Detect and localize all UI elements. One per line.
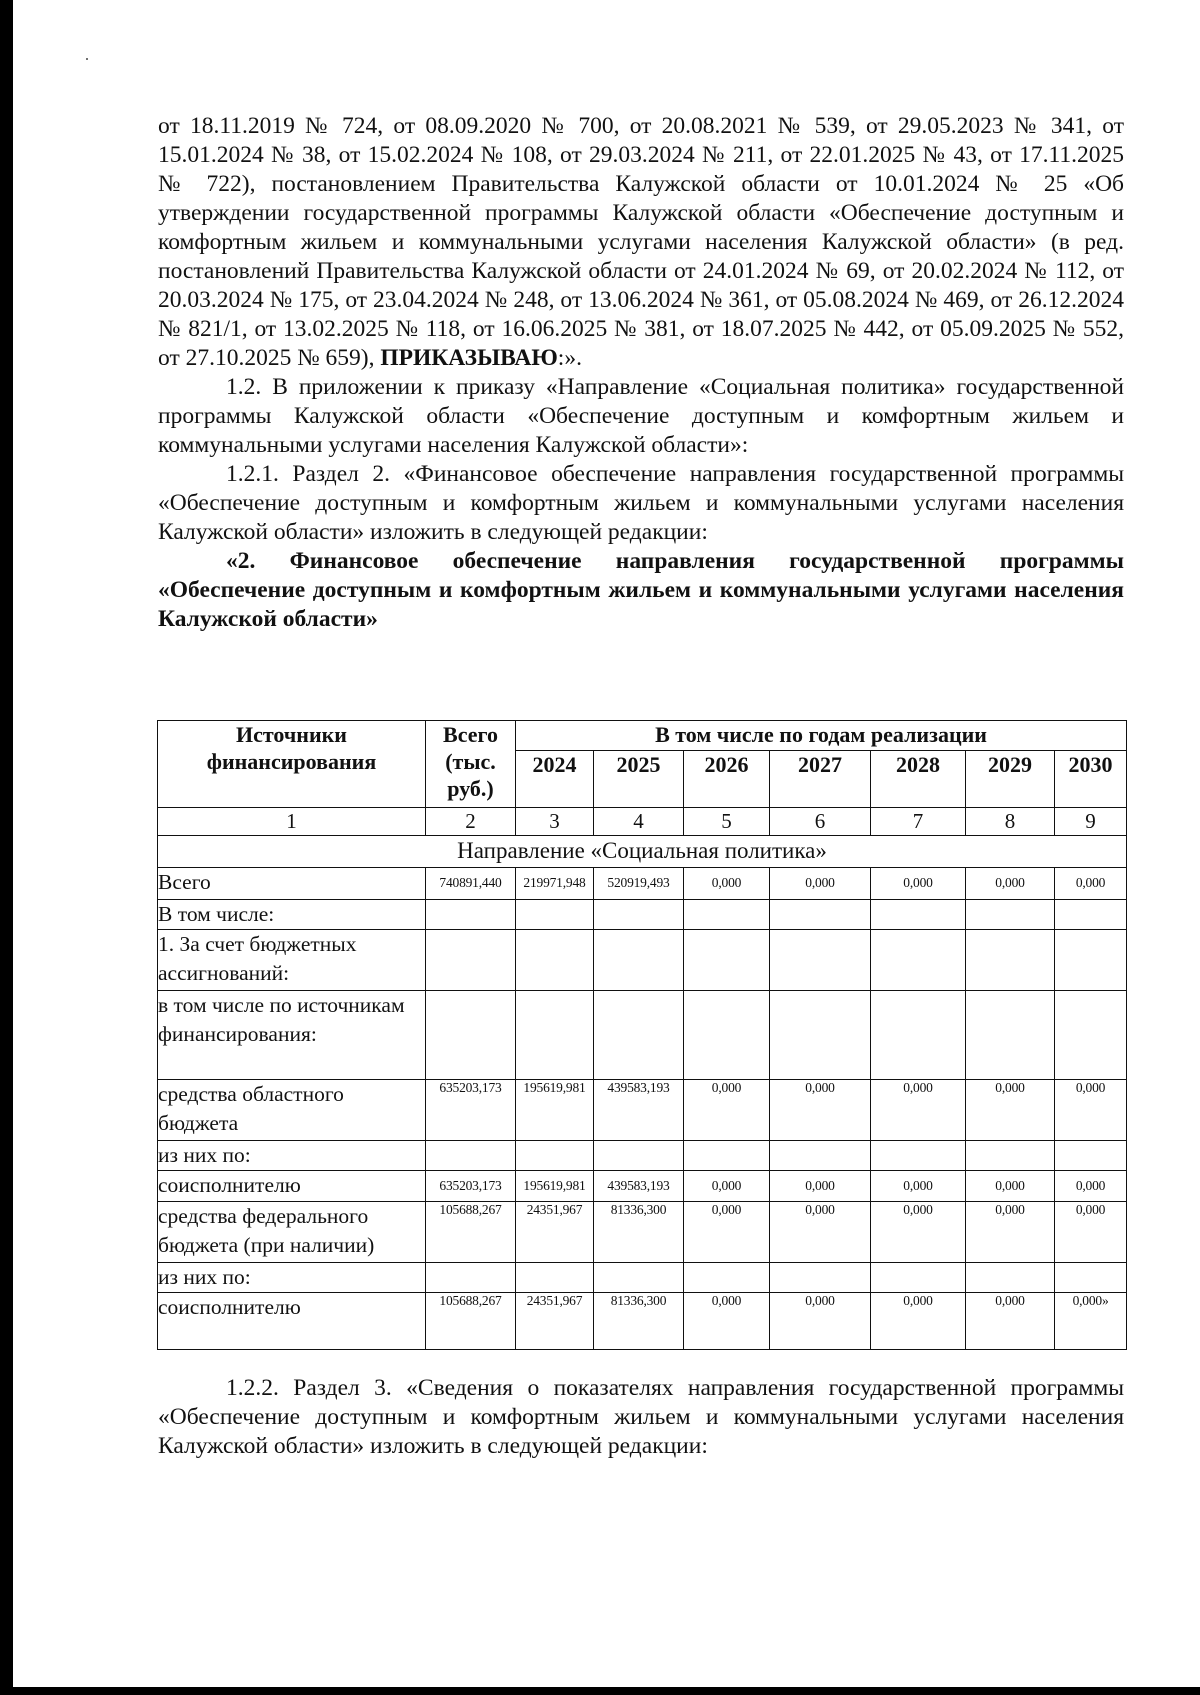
cell-value (426, 929, 516, 990)
cell-value (516, 1262, 594, 1292)
outro-text (158, 1374, 1124, 1461)
cell-value: 219971,948 (516, 868, 594, 899)
cell-value (684, 1262, 770, 1292)
cell-value (594, 1140, 684, 1170)
header-year: 2028 (871, 751, 966, 808)
cell-value (770, 1140, 871, 1170)
cell-value: 24351,967 (516, 1293, 594, 1350)
cell-value: 635203,173 (426, 1080, 516, 1141)
cell-value: 0,000 (1055, 1201, 1127, 1262)
cell-value (684, 990, 770, 1079)
row-label: соисполнителю (158, 1293, 426, 1350)
cell-value: 0,000 (966, 1201, 1055, 1262)
cell-value: 740891,440 (426, 868, 516, 899)
table-row (158, 1293, 1127, 1350)
cell-value (871, 929, 966, 990)
cell-value (426, 899, 516, 929)
row-label: В том числе: (158, 899, 426, 929)
cell-value: 0,000 (770, 1293, 871, 1350)
cell-value (966, 899, 1055, 929)
row-label: соисполнителю (158, 1171, 426, 1201)
row-label: средства областного бюджета (158, 1080, 426, 1141)
cell-value: 0,000 (684, 868, 770, 899)
table-row (158, 1171, 1127, 1201)
intro-text (158, 112, 1124, 634)
cell-value: 0,000» (1055, 1293, 1127, 1350)
cell-value (966, 990, 1055, 1079)
cell-value: 0,000 (871, 1201, 966, 1262)
row-label: Всего (158, 868, 426, 899)
cell-value (770, 899, 871, 929)
table-row (158, 1262, 1127, 1292)
cell-value: 24351,967 (516, 1201, 594, 1262)
scan-speck (86, 58, 88, 60)
cell-value: 520919,493 (594, 868, 684, 899)
section-title: Направление «Социальная политика» (158, 835, 1127, 867)
paragraph-legal-references: от 18.11.2019 № 724, от 08.09.2020 № 700, от 20.08.2021 № 539, от 29.05.2023 № 341, от 15.01.2024 № 38, от 15.02.2024 № 108, от 29.03.2024 № 211, от 22.01.2025 № 43, от 17.11.2025 № 722), постановлением Правительства Калужской области от 10.01.2024 № 25 «Об утверждении государственной программы Калужской области «Обеспечение доступным и комфортным жильем и коммунальными услугами населения Калужской области» (в ред. постановлений Правительства Калужской области от 24.01.2024 № 69, от 20.02.2024 № 112, от 20.03.2024 № 175, от 23.04.2024 № 248, от 13.06.2024 № 361, от 05.08.2024 № 469, от 26.12.2024 № 821/1, от 13.02.2025 № 118, от 16.06.2025 № 381, от 18.07.2025 № 442, от 05.09.2025 № 552, от 27.10.2025 № 659), ПРИКАЗЫВАЮ:». (158, 113, 1124, 371)
table-row (158, 1140, 1127, 1170)
cell-value: 0,000 (684, 1293, 770, 1350)
cell-value (594, 990, 684, 1079)
cell-value: 0,000 (966, 868, 1055, 899)
cell-value: 105688,267 (426, 1293, 516, 1350)
cell-value (1055, 1140, 1127, 1170)
column-index: 9 (1055, 808, 1127, 835)
order-tail: :». (557, 345, 582, 371)
table-row (158, 899, 1127, 929)
header-total: Всего (тыс. руб.) (426, 721, 516, 808)
cell-value (871, 1262, 966, 1292)
cell-value: 0,000 (966, 1080, 1055, 1141)
column-index: 4 (594, 808, 684, 835)
column-index: 7 (871, 808, 966, 835)
cell-value (1055, 899, 1127, 929)
header-year: 2029 (966, 751, 1055, 808)
order-word: ПРИКАЗЫВАЮ (380, 345, 558, 371)
cell-value (871, 1140, 966, 1170)
cell-value: 439583,193 (594, 1080, 684, 1141)
cell-value (1055, 990, 1127, 1079)
cell-value: 0,000 (770, 1080, 871, 1141)
header-year: 2027 (770, 751, 871, 808)
column-index: 6 (770, 808, 871, 835)
table-section-row (158, 835, 1127, 867)
cell-value (1055, 1262, 1127, 1292)
cell-value: 105688,267 (426, 1201, 516, 1262)
cell-value: 0,000 (1055, 868, 1127, 899)
cell-value (871, 899, 966, 929)
scan-bottom-border (0, 1687, 1200, 1695)
table-row (158, 1201, 1127, 1262)
cell-value: 0,000 (770, 1201, 871, 1262)
paragraph-1-2-2: 1.2.2. Раздел 3. «Сведения о показателях направления государственной программы «Обеспечение доступным и комфортным жильем и коммунальными услугами населения Калужской области» изложить в следующей редакции: (158, 1375, 1124, 1459)
cell-value (966, 1262, 1055, 1292)
table-header-row (158, 721, 1127, 751)
paragraph-1-2: 1.2. В приложении к приказу «Направление «Социальная политика» государственной программы Калужской области «Обеспечение доступным и комфортным жильем и коммунальными услугами населения Калужской области»: (158, 374, 1124, 458)
cell-value: 0,000 (966, 1171, 1055, 1201)
table-row (158, 1080, 1127, 1141)
row-label: из них по: (158, 1140, 426, 1170)
column-index: 5 (684, 808, 770, 835)
paragraph-1-2-1: 1.2.1. Раздел 2. «Финансовое обеспечение направления государственной программы «Обеспечение доступным и комфортным жильем и коммунальными услугами населения Калужской области» изложить в следующей редакции: (158, 461, 1124, 545)
row-label: 1. За счет бюджетных ассигнований: (158, 929, 426, 990)
header-source: Источники финансирования (158, 721, 426, 808)
cell-value: 0,000 (871, 1171, 966, 1201)
cell-value (770, 929, 871, 990)
cell-value: 0,000 (1055, 1080, 1127, 1141)
header-years-group: В том числе по годам реализации (516, 721, 1127, 751)
cell-value: 195619,981 (516, 1080, 594, 1141)
cell-value: 0,000 (770, 1171, 871, 1201)
row-label: средства федерального бюджета (при наличии) (158, 1201, 426, 1262)
cell-value: 81336,300 (594, 1293, 684, 1350)
cell-value: 81336,300 (594, 1201, 684, 1262)
cell-value (516, 1140, 594, 1170)
cell-value (684, 929, 770, 990)
header-year: 2030 (1055, 751, 1127, 808)
table-row (158, 990, 1127, 1079)
cell-value (966, 1140, 1055, 1170)
header-year: 2026 (684, 751, 770, 808)
table-row (158, 868, 1127, 899)
cell-value (684, 1140, 770, 1170)
cell-value (1055, 929, 1127, 990)
cell-value: 0,000 (871, 1080, 966, 1141)
table-row (158, 929, 1127, 990)
cell-value (516, 990, 594, 1079)
cell-value: 0,000 (966, 1293, 1055, 1350)
row-label: из них по: (158, 1262, 426, 1292)
column-index: 8 (966, 808, 1055, 835)
cell-value (770, 990, 871, 1079)
column-index: 3 (516, 808, 594, 835)
cell-value: 0,000 (1055, 1171, 1127, 1201)
cell-value (594, 929, 684, 990)
cell-value (426, 1262, 516, 1292)
cell-value (966, 929, 1055, 990)
header-year: 2025 (594, 751, 684, 808)
column-index: 1 (158, 808, 426, 835)
cell-value: 0,000 (871, 868, 966, 899)
section-heading: «2. Финансовое обеспечение направления государственной программы «Обеспечение доступным и комфортным жильем и коммунальными услугами населения Калужской области» (158, 548, 1124, 632)
scan-left-border (0, 0, 13, 1695)
cell-value (594, 899, 684, 929)
cell-value (516, 929, 594, 990)
cell-value (770, 1262, 871, 1292)
header-year: 2024 (516, 751, 594, 808)
cell-value: 0,000 (684, 1201, 770, 1262)
cell-value: 0,000 (770, 868, 871, 899)
financing-table (157, 720, 1127, 1350)
cell-value: 0,000 (684, 1171, 770, 1201)
cell-value (426, 990, 516, 1079)
cell-value: 635203,173 (426, 1171, 516, 1201)
cell-value (684, 899, 770, 929)
column-index: 2 (426, 808, 516, 835)
cell-value: 195619,981 (516, 1171, 594, 1201)
table-index-row (158, 808, 1127, 835)
cell-value (594, 1262, 684, 1292)
row-label: в том числе по источникам финансирования: (158, 990, 426, 1079)
cell-value: 439583,193 (594, 1171, 684, 1201)
cell-value (516, 899, 594, 929)
cell-value: 0,000 (871, 1293, 966, 1350)
cell-value (426, 1140, 516, 1170)
cell-value: 0,000 (684, 1080, 770, 1141)
cell-value (871, 990, 966, 1079)
